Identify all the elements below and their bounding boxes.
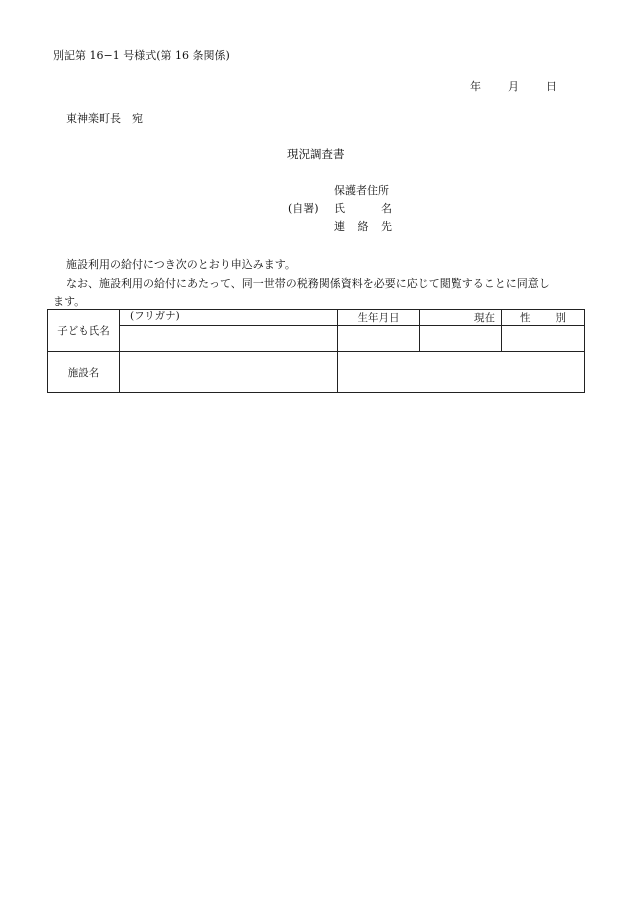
consent-statement-continued: ます。 xyxy=(53,295,86,308)
facility-extra-field[interactable] xyxy=(338,352,585,393)
gender-field[interactable] xyxy=(502,326,585,352)
current-age-field[interactable] xyxy=(420,326,502,352)
guardian-name-label-2: 名 xyxy=(381,202,392,215)
furigana-label: (フリガナ) xyxy=(120,310,338,326)
guardian-address-label: 保護者住所 xyxy=(334,184,389,197)
document-title: 現況調査書 xyxy=(287,147,345,161)
current-age-label: 現在 xyxy=(420,310,502,326)
guardian-contact-label xyxy=(334,218,392,234)
guardian-contact-label-3: 先 xyxy=(381,220,392,233)
facility-name-field[interactable] xyxy=(120,352,338,393)
guardian-contact-label-1: 連 xyxy=(334,220,345,233)
guardian-name-label-1: 氏 xyxy=(334,202,345,215)
addressee: 東神楽町長 宛 xyxy=(66,112,143,125)
guardian-contact-label-2: 絡 xyxy=(357,220,369,233)
consent-statement: なお、施設利用の給付にあたって、同一世帯の税務関係資料を必要に応じて閲覧することに同意し xyxy=(66,277,550,290)
dob-label: 生年月日 xyxy=(338,310,420,326)
child-name-field[interactable] xyxy=(120,326,338,352)
gender-label xyxy=(502,310,585,326)
date-year-label: 年 xyxy=(470,80,481,93)
date-month-label: 月 xyxy=(508,80,519,93)
child-info-table xyxy=(47,309,585,393)
self-sign-label: (自署) xyxy=(288,202,319,215)
date-day-label: 日 xyxy=(546,80,557,93)
gender-label-1: 性 xyxy=(520,312,531,324)
form-number: 別記第 16−1 号様式(第 16 条関係) xyxy=(53,49,230,62)
gender-label-2: 別 xyxy=(555,312,566,324)
dob-field[interactable] xyxy=(338,326,420,352)
guardian-name-label xyxy=(334,200,392,216)
facility-name-label: 施設名 xyxy=(48,352,120,393)
child-name-label: 子ども氏名 xyxy=(48,310,120,352)
application-statement: 施設利用の給付につき次のとおり申込みます。 xyxy=(66,258,296,271)
